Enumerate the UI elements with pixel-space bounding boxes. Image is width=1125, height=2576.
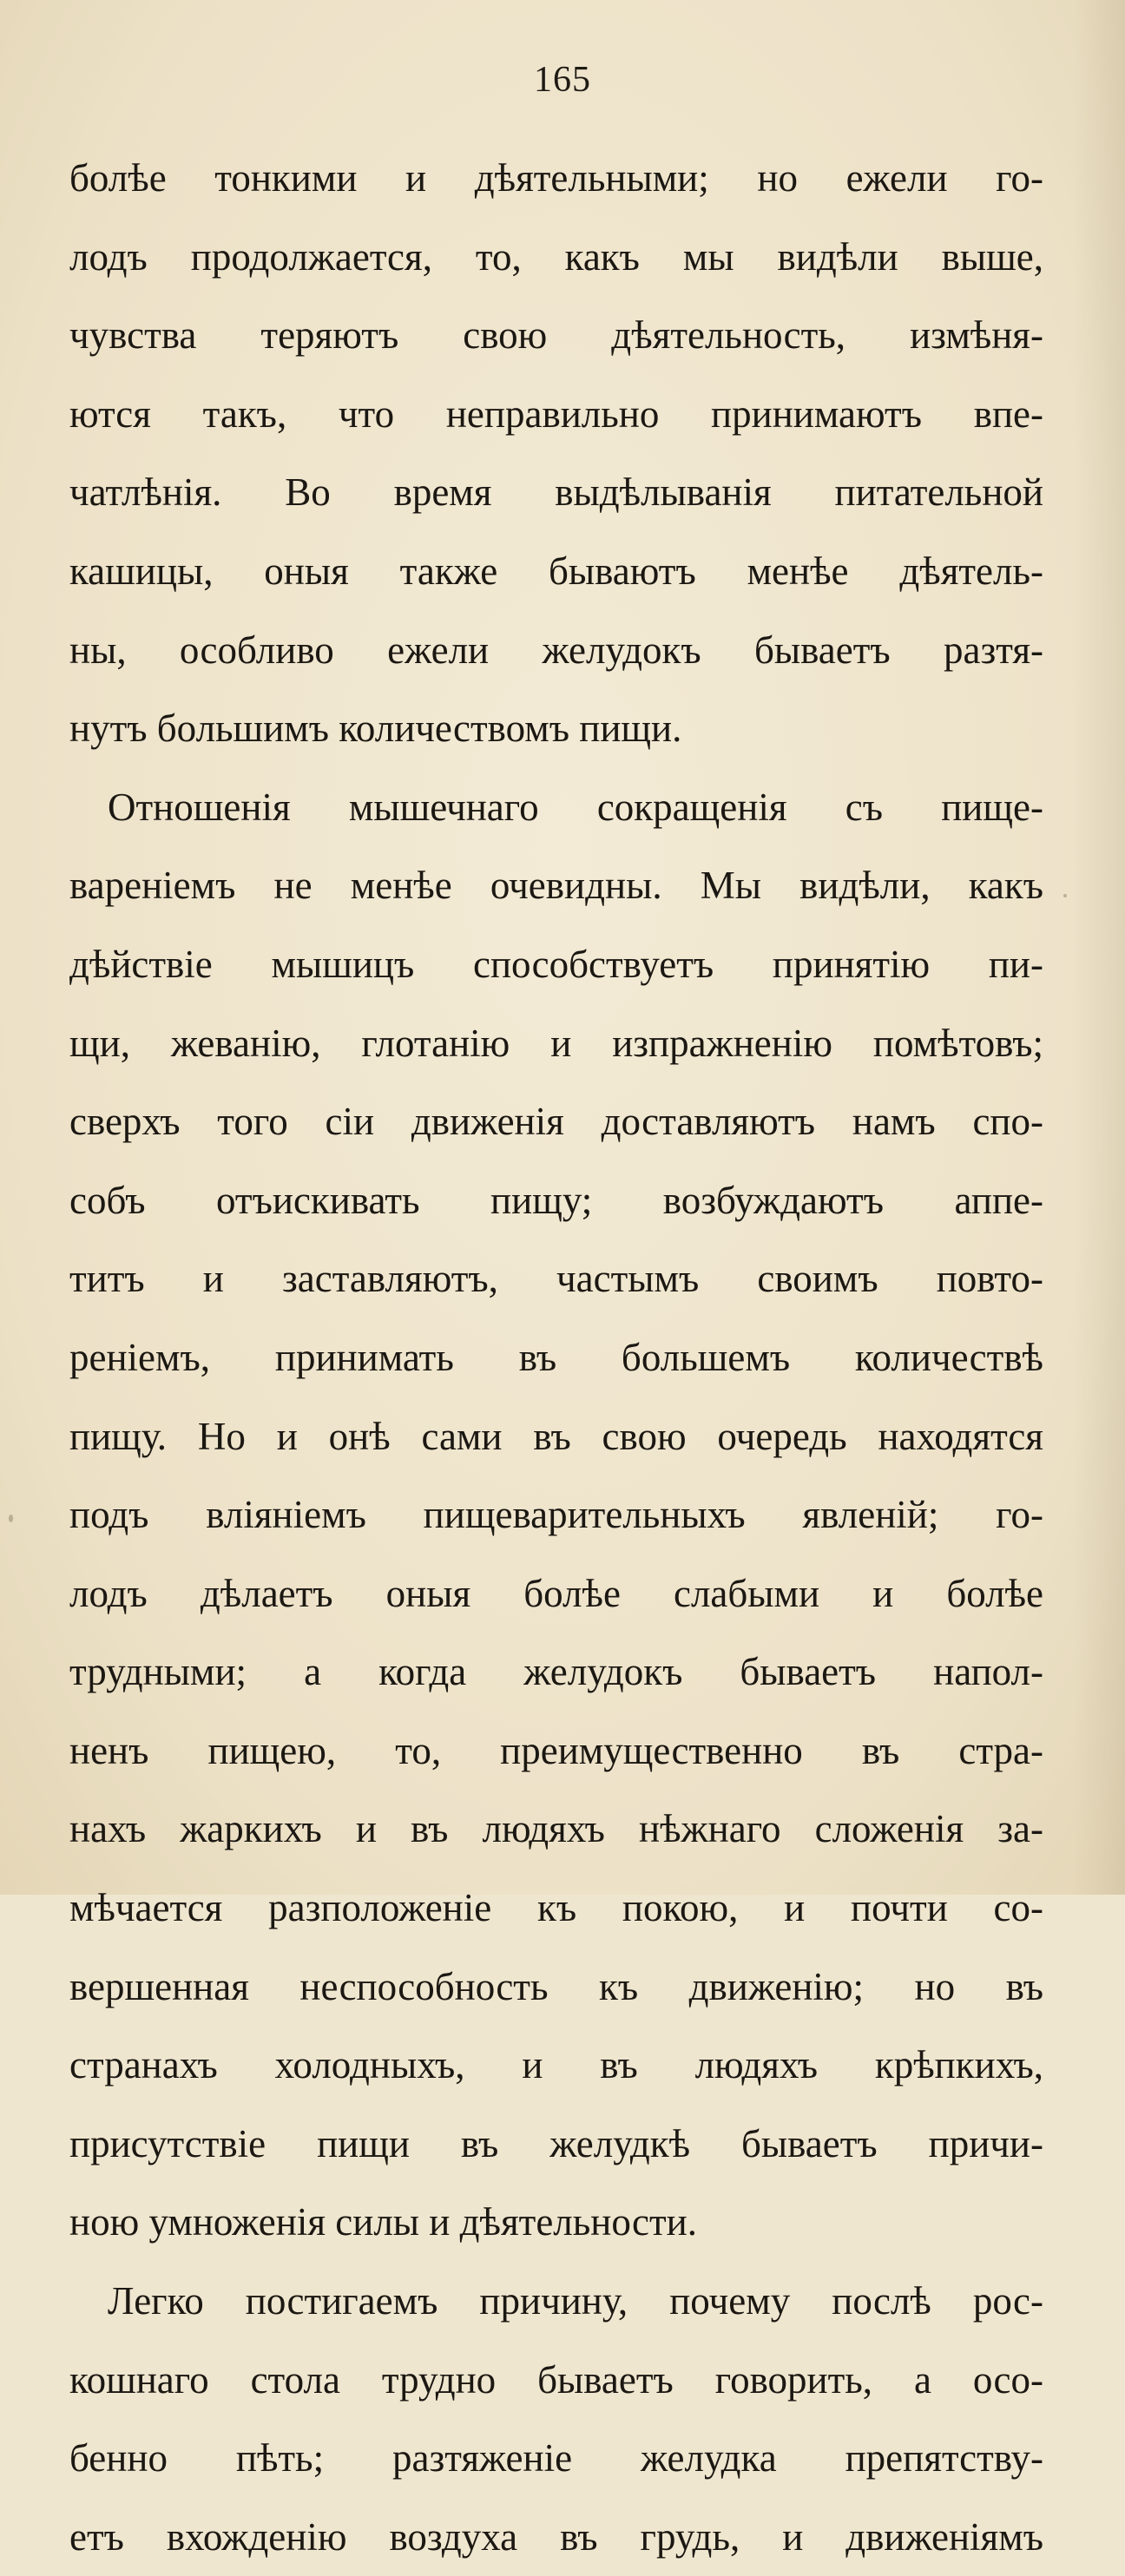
text-line: чувства теряютъ свою дѣятельность, измѣня- (69, 313, 1043, 358)
text-line: титъ и заставляютъ, частымъ своимъ повто- (69, 1257, 1043, 1301)
text-line: трудными; а когда желудокъ бываетъ напол- (69, 1650, 1043, 1694)
text-line: дѣйствіе мышицъ способствуетъ принятію пи- (69, 942, 1043, 986)
paragraph (69, 768, 1043, 2262)
paper-speck (1063, 894, 1067, 897)
text-line: щи, жеванію, глотанію и изпражненію помѣтовъ; (69, 1021, 1043, 1065)
text-line: ются такъ, что неправильно принимаютъ впе- (69, 391, 1043, 436)
page-edge-shadow (1073, 0, 1125, 1895)
text-line: кошнаго стола трудно бываетъ говорить, а осо- (69, 2357, 1043, 2402)
paragraph (69, 139, 1043, 768)
text-line: подъ вліяніемъ пищеварительныхъ явленій; го- (69, 1493, 1043, 1537)
text-line: пищу. Но и онѣ сами въ свою очередь находятся (69, 1414, 1043, 1458)
text-line: лодъ дѣлаетъ оныя болѣе слабыми и болѣе (69, 1571, 1043, 1615)
text-line: бенно пѣть; разтяженіе желудка препятству- (69, 2436, 1043, 2481)
text-line: ною умноженія силы и дѣятельности. (69, 2200, 697, 2244)
body-text (69, 139, 1043, 2576)
paper-speck (9, 1515, 13, 1522)
text-line: Легко постигаемъ причину, почему послѣ рос- (108, 2279, 1043, 2323)
text-line: ны, особливо ежели желудокъ бываетъ разтя- (69, 628, 1043, 672)
text-line: сверхъ того сіи движенія доставляютъ намъ спо- (69, 1100, 1043, 1144)
text-line: нутъ большимъ количествомъ пищи. (69, 706, 682, 751)
paragraph (69, 2262, 1043, 2576)
text-line: нахъ жаркихъ и въ людяхъ нѣжнаго сложенія за- (69, 1807, 1043, 1851)
text-line: ненъ пищею, то, преимущественно въ стра- (69, 1728, 1043, 1772)
text-line: реніемъ, принимать въ большемъ количествѣ (69, 1335, 1043, 1379)
page-number: 165 (534, 60, 591, 100)
text-line: болѣе тонкими и дѣятельными; но ежели го- (69, 156, 1043, 200)
text-line: Отношенія мышечнаго сокращенія съ пище- (108, 785, 1043, 829)
text-line: присутствіе пищи въ желудкѣ бываетъ причи- (69, 2121, 1043, 2165)
text-line: чатлѣнія. Во время выдѣлыванія питательной (69, 470, 1043, 515)
text-line: вершенная неспособность къ движенію; но въ (69, 1964, 1043, 2008)
text-line: мѣчается разположеніе къ покою, и почти со- (69, 1886, 1043, 1930)
text-line: собъ отъискивать пищу; возбуждаютъ аппе- (69, 1178, 1043, 1222)
text-line: кашицы, оныя также бываютъ менѣе дѣятель- (69, 549, 1043, 593)
text-line: лодъ продолжается, то, какъ мы видѣли выше, (69, 234, 1043, 279)
text-line: странахъ холодныхъ, и въ людяхъ крѣпкихъ, (69, 2043, 1043, 2087)
text-line: етъ вхожденію воздуха въ грудь, и движеніямъ (69, 2514, 1043, 2559)
text-line: вареніемъ не менѣе очевидны. Мы видѣли, какъ (69, 864, 1043, 908)
